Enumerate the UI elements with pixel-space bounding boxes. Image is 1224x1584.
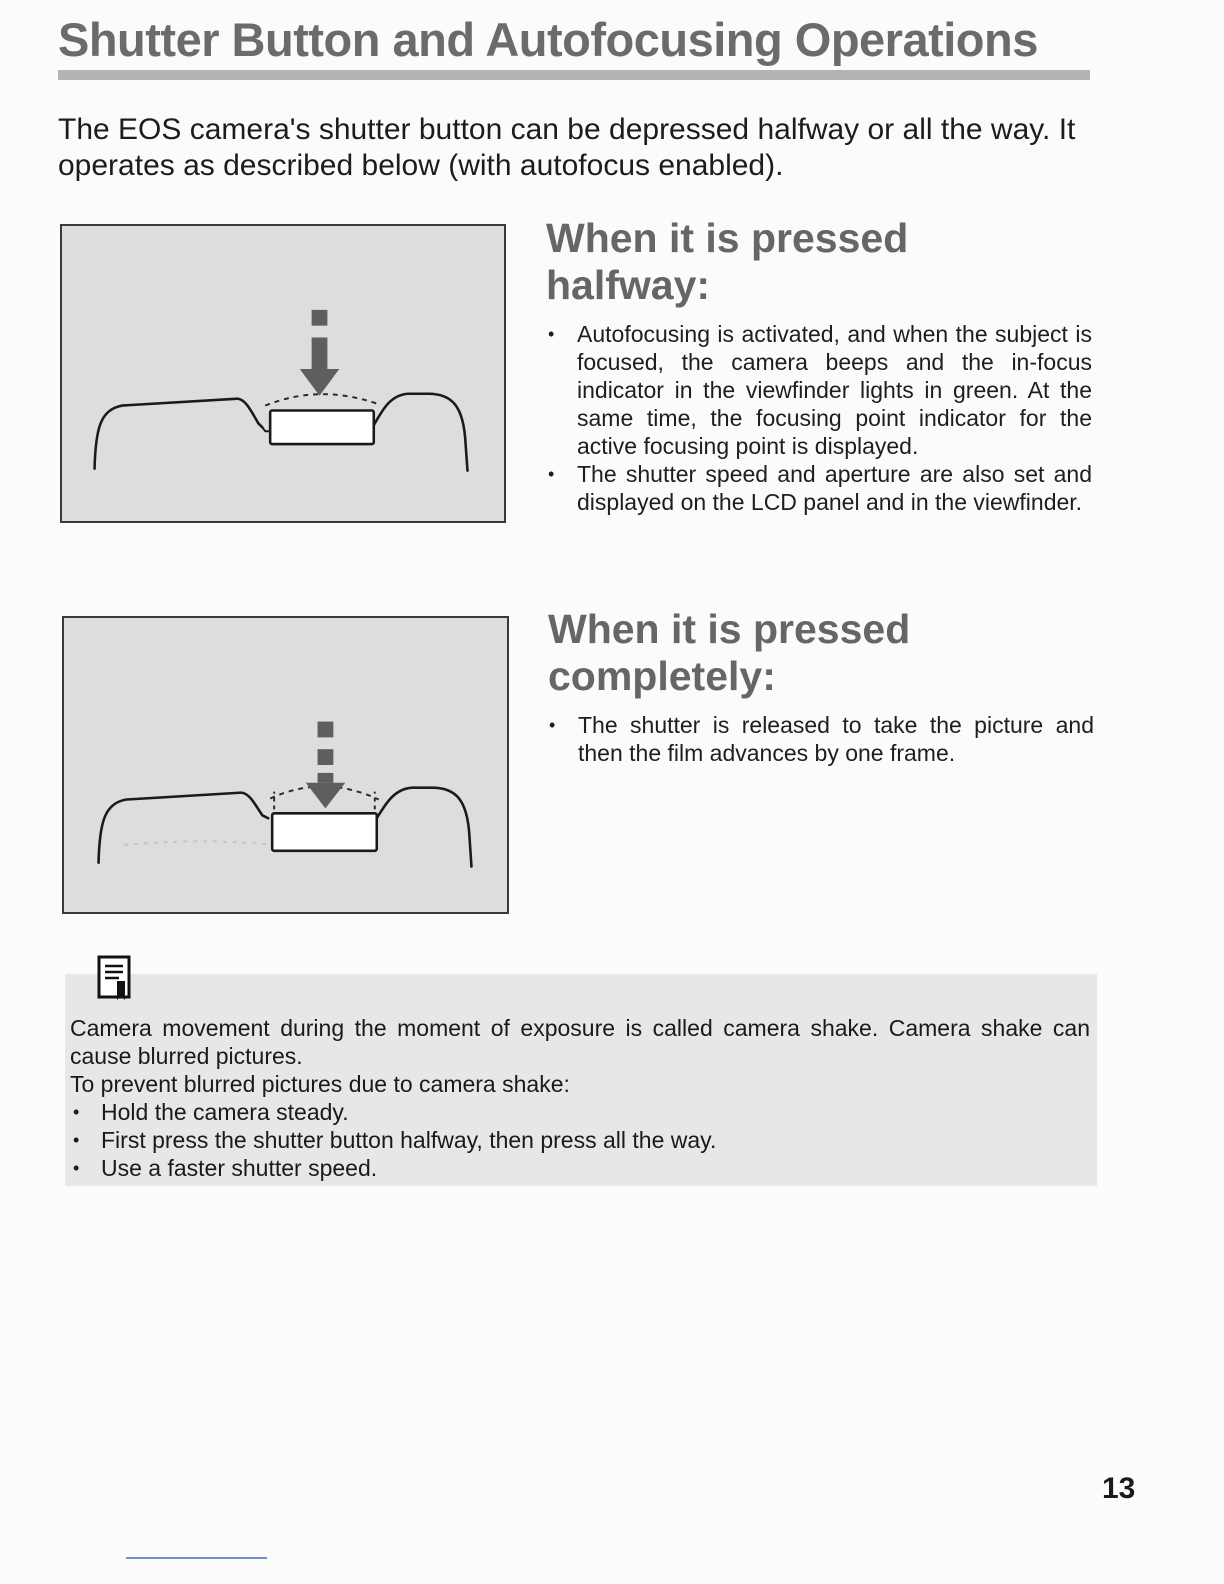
list-item: • First press the shutter button halfway, then press all the way.	[70, 1126, 1090, 1154]
halfway-bullet-list	[546, 320, 1092, 516]
full-press-illustration	[62, 616, 509, 914]
footer-rule	[126, 1557, 267, 1559]
note-paragraph-2: To prevent blurred pictures due to camera shake:	[70, 1071, 570, 1097]
completely-heading-line1: When it is pressed	[548, 606, 911, 652]
memo-note-icon	[97, 955, 133, 1001]
halfway-heading	[546, 215, 1086, 309]
page-number: 13	[1102, 1472, 1136, 1505]
list-item: • Autofocusing is activated, and when the subject is focused, the camera beeps and the in-focus indicator in the viewfinder lights in green. At the same time, the focusing point indicator for the active focusing point is displayed.	[546, 320, 1092, 460]
note-paragraph-1: Camera movement during the moment of exposure is called camera shake. Camera shake can cause blurred pictures.	[70, 1015, 1090, 1069]
list-item: • Hold the camera steady.	[70, 1098, 1090, 1126]
halfway-press-illustration	[60, 224, 506, 523]
halfway-heading-line1: When it is pressed	[546, 215, 909, 261]
list-item: • The shutter is released to take the picture and then the film advances by one frame.	[547, 711, 1094, 767]
title-underline	[58, 70, 1090, 80]
completely-heading-line2: completely:	[548, 653, 776, 699]
note-tip-list	[70, 1098, 1090, 1182]
note-text	[70, 1014, 1090, 1182]
intro-paragraph: The EOS camera's shutter button can be depressed halfway or all the way. It operates as described below (with autofocus enabled).	[58, 113, 1076, 182]
page-title: Shutter Button and Autofocusing Operations	[58, 13, 1038, 66]
halfway-heading-line2: halfway:	[546, 262, 711, 308]
completely-heading	[548, 606, 1088, 700]
list-item: • The shutter speed and aperture are also set and displayed on the LCD panel and in the viewfinder.	[546, 460, 1092, 516]
completely-bullet-list	[547, 711, 1094, 767]
list-item: • Use a faster shutter speed.	[70, 1154, 1090, 1182]
